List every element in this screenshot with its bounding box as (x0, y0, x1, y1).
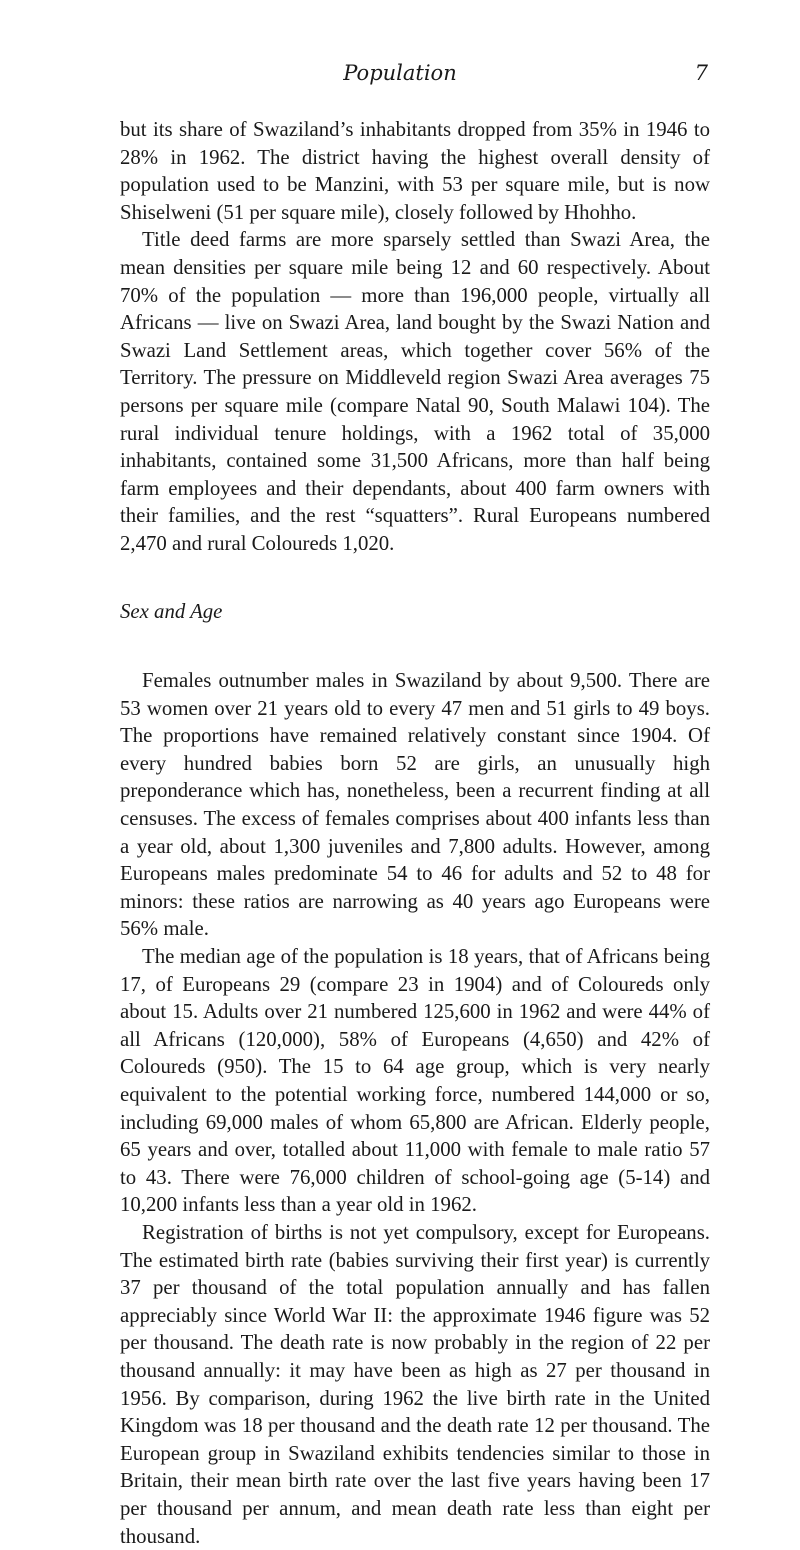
paragraph-title-deed-farms: Title deed farms are more sparsely settled than Swazi Area, the mean densities per square mile being 12 and 60 respectively. About 70% of the population — more than 196,000 people, virtually all Africans — live on Swazi Area, land bought by the Swazi Nation and Swazi Land Settlement areas, which together cover 56% of the Territory. The pressure on Middleveld region Swazi Area averages 75 persons per square mile (compare Natal 90, South Malawi 104). The rural individual tenure holdings, with a 1962 total of 35,000 inhabitants, contained some 31,500 Africans, more than half being farm employees and their dependants, about 400 farm owners with their families, and the rest “squatters”. Rural Europeans numbered 2,470 and rural Coloureds 1,020. (120, 228, 710, 555)
body-text (120, 116, 710, 1550)
paragraph-continuation: but its share of Swaziland’s inhabitants dropped from 35% in 1946 to 28% in 1962. The district having the highest overall density of population used to be Manzini, with 53 per square mile, but is now Shiselweni (51 per square mile), closely followed by Hhohho. (120, 118, 710, 224)
paragraph-median-age: The median age of the population is 18 years, that of Africans being 17, of Europeans 29 (compare 23 in 1904) and of Coloureds only about 15. Adults over 21 numbered 125,600 in 1962 and were 44% of all Africans (120,000), 58% of Europeans (4,650) and 42% of Coloureds (950). The 15 to 64 age group, which is very nearly equivalent to the potential working force, numbered 144,000 or so, including 69,000 males of whom 65,800 are African. Elderly people, 65 years and over, totalled about 11,000 with female to male ratio 57 to 43. There were 76,000 children of school-going age (5-14) and 10,200 infants less than a year old in 1962. (120, 945, 710, 1217)
paragraph-females-outnumber: Females outnumber males in Swaziland by about 9,500. There are 53 women over 21 years old to every 47 men and 51 girls to 49 boys. The proportions have remained relatively constant since 1904. Of every hundred babies born 52 are girls, an unusually high preponderance which has, nonetheless, been a recurrent finding at all censuses. The excess of females comprises about 400 infants less than a year old, about 1,300 juveniles and 7,800 adults. However, among Europeans males predominate 54 to 46 for adults and 52 to 48 for minors: these ratios are narrowing as 40 years ago Europeans were 56% male. (120, 669, 710, 941)
paragraph-registration-of-births: Registration of births is not yet compulsory, except for Europeans. The estimated birth rate (babies surviving their first year) is currently 37 per thousand of the total population annually and has fallen appreciably since World War II: the approximate 1946 figure was 52 per thousand. The death rate is now probably in the region of 22 per thousand annually: it may have been as high as 27 per thousand in 1956. By comparison, during 1962 the live birth rate in the United Kingdom was 18 per thousand and the death rate 12 per thousand. The European group in Swaziland exhibits tendencies similar to those in Britain, their mean birth rate over the last five years having been 17 per thousand per annum, and mean death rate less than eight per thousand. (120, 1220, 710, 1548)
running-title: Population (343, 61, 457, 85)
page-number: 7 (694, 61, 708, 85)
section-heading-sex-and-age: Sex and Age (120, 599, 223, 623)
running-header (0, 58, 800, 88)
